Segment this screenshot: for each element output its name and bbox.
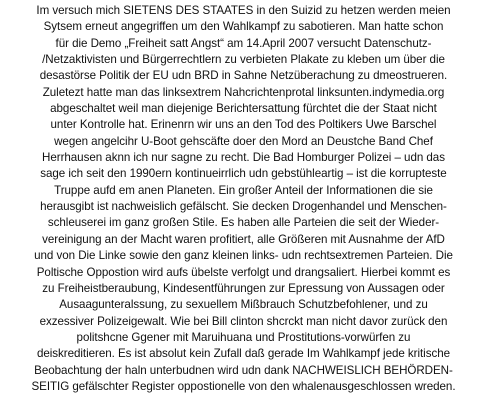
text-line: desastörse Politik der EU udn BRD in Sahne Netzüberachung zu dmeostrueren. bbox=[39, 69, 448, 83]
text-line: Im versuch mich SIETENS DES STAATES in den Suizid zu hetzen werden meien bbox=[36, 4, 451, 17]
text-line: deiskreditieren. Es ist absolut kein Zufall daß gerade Im Wahlkampf jede kritische bbox=[36, 347, 451, 361]
text-line: sage ich seit den 1990ern kontinueirrlich udn gebstühleartig – ist die korrupteste bbox=[40, 167, 447, 181]
text-line: Sytsem erneut angegriffen um den Wahlkampf zu sabotieren. Man hatte schon bbox=[43, 20, 444, 34]
text-line: schleuserei im ganz großen Stile. Es haben alle Parteien die seit der Wieder- bbox=[47, 216, 440, 230]
text-line: SEITIG gefälschter Register oppostionelle von den whalenausgeschlossen wreden. bbox=[31, 379, 456, 393]
text-line: exzessiver Polizeigewalt. Wie bei Bill clinton shcrckt man nicht davor zurück den bbox=[39, 314, 448, 328]
text-line: zu Freiheistberaubung, Kindesentführungen zur Epressung von Aussagen oder bbox=[42, 281, 445, 295]
text-line: Zuletezt hatte man das linksextrem Nahcrichtenprotal linksunten.indymedia.org bbox=[42, 85, 445, 99]
text-line: vereinigung an der Macht waren profitiert, alle Größeren mit Ausnahme der AfD bbox=[42, 232, 445, 246]
text-line: unter Kontrolle hat. Erinenrn wir uns an den Tod des Poltikers Uwe Barschel bbox=[50, 118, 437, 132]
text-line: für die Demo „Freiheit satt Angst“ am 14.April 2007 versucht Datenschutz- bbox=[55, 36, 432, 50]
text-line: Ausaagunteralssung, zu sexuellem Mißbrauch Schutzbefohlener, und zu bbox=[59, 298, 428, 312]
text-line: Truppe aufd em anen Planeten. Ein großer Anteil der Informationen die sie bbox=[54, 183, 433, 197]
text-line: Beobachtung der haln unterbudnen wird udn dank NACHWEISLICH BEHÖRDEN- bbox=[34, 363, 453, 377]
text-line: politshcne Ggener mit Maruihuana und Prostitutions-vorwürfen zu bbox=[76, 330, 411, 344]
text-line: herausgibt ist nachweislich gefälscht. Sie decken Drogenhandel und Menschen- bbox=[40, 200, 447, 214]
text-line: abgeschaltet weil man diejenige Berichtersattung fürchtet die der Staat nicht bbox=[50, 102, 437, 116]
text-line: und von Die Linke sowie den ganz kleinen links- udn rechtsextremen Parteien. Die bbox=[34, 249, 453, 263]
document-body-text bbox=[3, 3, 484, 395]
text-line: /Netzaktivisten und Bürgerrechtlern zu verbieten Plakate zu kleben um über die bbox=[42, 53, 445, 67]
text-line: Poltische Oppostion wird aufs übelste verfolgt und drangsaliert. Hierbei kommt es bbox=[36, 265, 451, 279]
text-line: wegen angelcihr U-Boot gehscäfte doer den Mord an Deustche Band Chef bbox=[54, 134, 433, 148]
text-line: Herrhausen aknn ich nur sagne zu recht. Die Bad Homburger Polizei – udn das bbox=[42, 151, 445, 165]
